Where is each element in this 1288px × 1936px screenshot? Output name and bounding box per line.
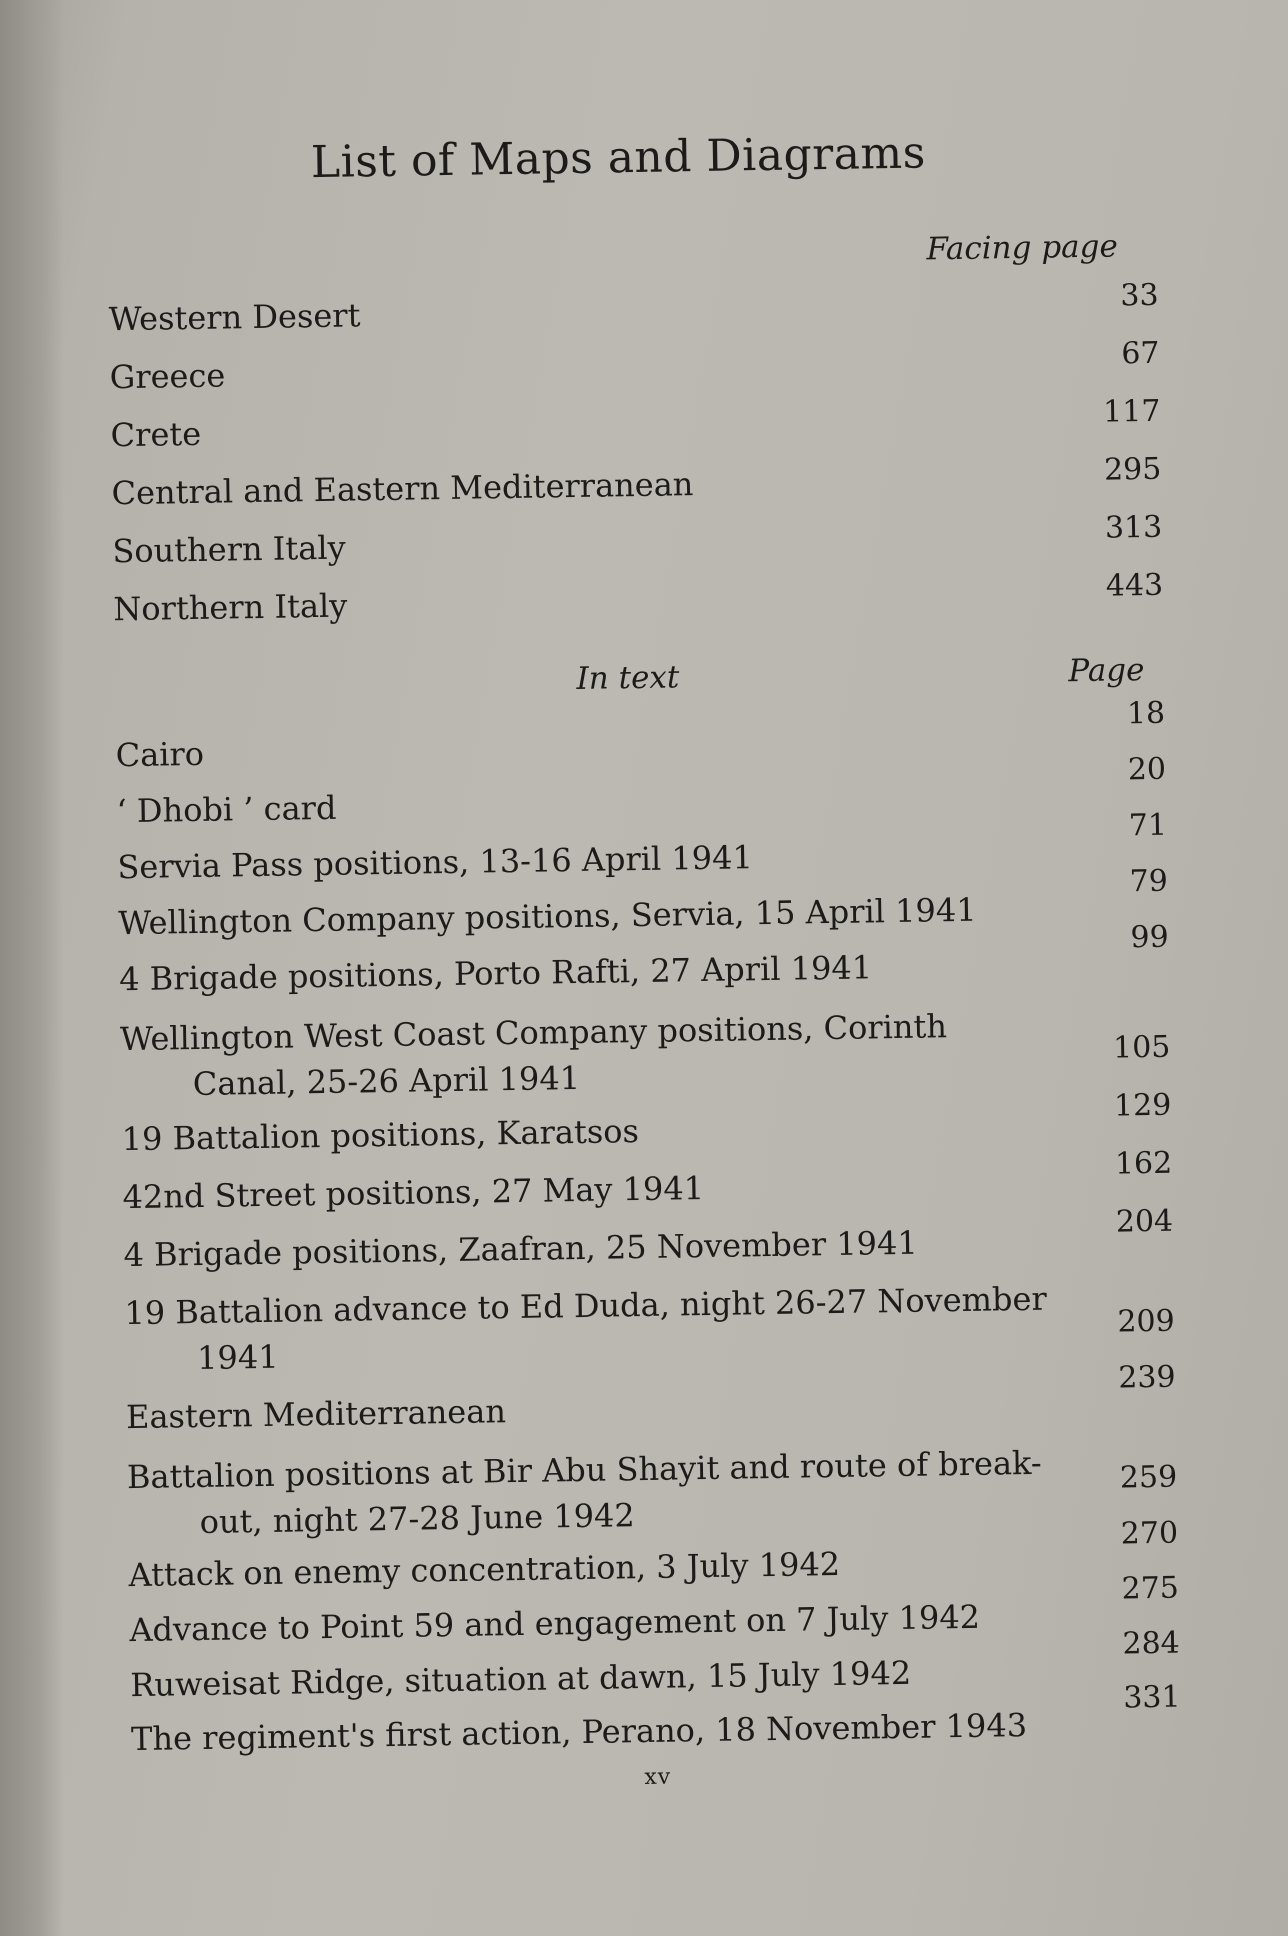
entry-page: 117 <box>1102 393 1161 430</box>
entry-label: Eastern Mediterranean <box>125 1392 507 1437</box>
in-text-header: In text <box>576 659 680 697</box>
entry-label-line: Battalion positions at Bir Abu Shayit and route of break- <box>126 1443 1042 1497</box>
text-entry <box>130 1679 1181 1759</box>
entry-label <box>120 1002 1051 1109</box>
entry-page: 129 <box>1113 1087 1172 1124</box>
entry-page: 71 <box>1128 807 1168 844</box>
entry-label-line: Wellington West Coast Company positions, Corinth <box>119 1007 948 1059</box>
entry-label: Southern Italy <box>112 528 346 571</box>
page-header: Page <box>1068 652 1145 690</box>
entry-label: 19 Battalion positions, Karatsos <box>121 1112 640 1159</box>
facing-entry <box>111 451 1162 513</box>
entry-label-continuation: out, night 27-28 June 1942 <box>199 1496 636 1541</box>
entry-label-line: 19 Battalion advance to Ed Duda, night 26-27 November <box>124 1279 1047 1333</box>
entry-label: 4 Brigade positions, Zaafran, 25 November 1941 <box>123 1223 918 1275</box>
entry-page: 20 <box>1127 751 1167 788</box>
entry-page: 99 <box>1130 919 1169 956</box>
entry-label: Greece <box>109 356 226 397</box>
entry-label: Northern Italy <box>113 586 348 629</box>
text-entry <box>119 1002 1171 1104</box>
entry-page: 443 <box>1105 567 1164 604</box>
facing-entry <box>109 335 1160 397</box>
entry-label: Wellington Company positions, Servia, 15 April 1941 <box>118 890 977 943</box>
text-entry <box>118 919 1169 999</box>
text-entry <box>123 1203 1174 1275</box>
text-entry <box>122 1145 1173 1217</box>
entry-label: ‘ Dhobi ’ card <box>116 788 337 831</box>
entry-label: The regiment's first action, Perano, 18 November 1943 <box>130 1706 1028 1759</box>
entry-label: Crete <box>110 414 202 455</box>
entry-page: 259 <box>1119 1459 1178 1496</box>
entry-label-continuation: 1941 <box>196 1337 279 1378</box>
entry-page: 33 <box>1120 277 1159 314</box>
facing-entry <box>108 277 1159 339</box>
entry-label: 4 Brigade positions, Porto Rafti, 27 April 1941 <box>118 948 873 999</box>
entry-label: Central and Eastern Mediterranean <box>111 465 694 513</box>
entry-page: 239 <box>1118 1359 1176 1396</box>
facing-entry <box>112 509 1163 571</box>
entry-label: Advance to Point 59 and engagement on 7 July 1942 <box>129 1597 981 1650</box>
entry-page: 79 <box>1129 863 1169 900</box>
entry-label: Cairo <box>115 734 205 775</box>
facing-page-header: Facing page <box>926 228 1119 268</box>
entry-page: 162 <box>1114 1145 1173 1182</box>
facing-entry <box>110 393 1161 455</box>
entry-label: Western Desert <box>108 296 361 339</box>
facing-entry <box>113 567 1164 629</box>
entry-label <box>124 1276 1055 1383</box>
entry-page: 18 <box>1126 695 1166 732</box>
entry-label-continuation: Canal, 25-26 April 1941 <box>192 1058 581 1104</box>
entry-label: Ruweisat Ridge, situation at dawn, 15 July 1942 <box>129 1653 912 1705</box>
entry-label <box>127 1440 1058 1547</box>
entry-page: 295 <box>1103 451 1162 488</box>
entry-page: 331 <box>1123 1679 1181 1716</box>
entry-page: 275 <box>1121 1570 1180 1607</box>
entry-label: Attack on enemy concentration, 3 July 1942 <box>128 1544 841 1595</box>
text-entry <box>125 1359 1176 1437</box>
entry-page: 105 <box>1112 1029 1171 1066</box>
entry-page: 67 <box>1121 335 1160 372</box>
page-title: List of Maps and Diagrams <box>310 127 927 189</box>
text-entry <box>121 1087 1172 1159</box>
entry-label: 42nd Street positions, 27 May 1941 <box>122 1169 705 1217</box>
entry-page: 209 <box>1117 1303 1175 1340</box>
entry-page: 204 <box>1115 1203 1174 1240</box>
entry-page: 284 <box>1122 1625 1181 1662</box>
page-folio: xv <box>644 1764 672 1791</box>
entry-page: 313 <box>1104 509 1163 546</box>
entry-page: 270 <box>1120 1515 1179 1552</box>
entry-label: Servia Pass positions, 13-16 April 1941 <box>117 838 754 887</box>
